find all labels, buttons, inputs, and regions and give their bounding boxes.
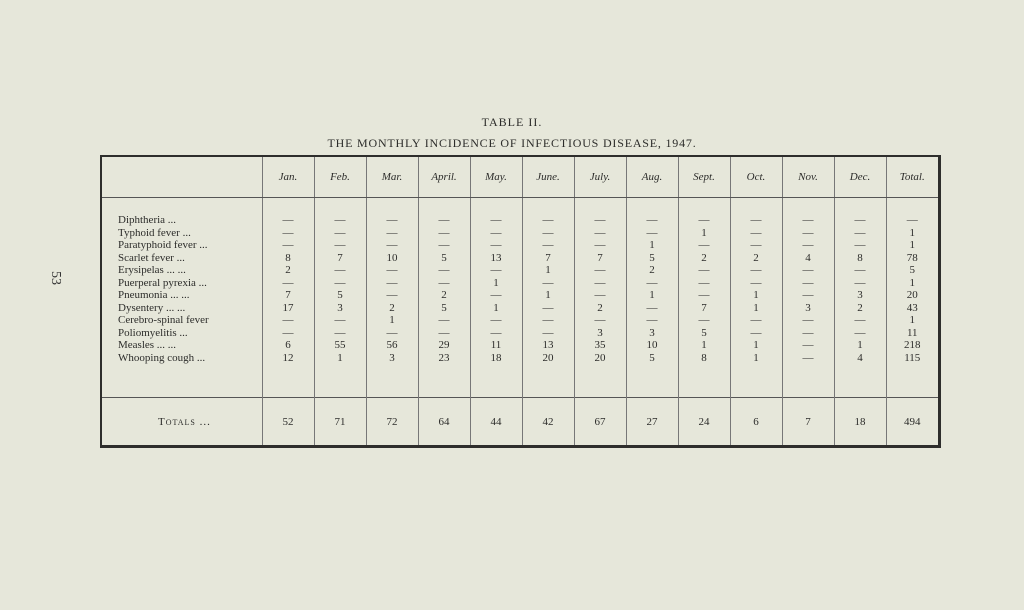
table-cell: — xyxy=(854,214,866,226)
disease-name: Poliomyelitis ... xyxy=(118,326,188,339)
table-cell: — xyxy=(802,276,814,289)
column-header: April. xyxy=(418,157,470,198)
table-cell: 2 xyxy=(649,264,655,276)
total-cell: 24 xyxy=(678,398,730,446)
table-cell: 2 xyxy=(701,251,707,264)
total-cell: 7 xyxy=(782,398,834,446)
table-cell: — xyxy=(594,226,606,239)
table-cell: 2 xyxy=(597,301,603,314)
table-cell: — xyxy=(438,214,450,226)
disease-name: Diphtheria ... xyxy=(118,214,177,226)
table-cell: — xyxy=(490,289,502,301)
table-cell: 4 xyxy=(805,251,811,264)
total-cell: 72 xyxy=(366,398,418,446)
table-cell: 13 xyxy=(490,251,502,264)
table-cell: — xyxy=(438,314,450,326)
table-cell: — xyxy=(282,214,294,226)
table-cell: 1 xyxy=(389,314,395,326)
table-cell: — xyxy=(802,314,814,326)
table-cell: 78 xyxy=(906,251,918,264)
table-cell: — xyxy=(282,276,294,289)
column-header: Dec. xyxy=(834,157,886,198)
table-cell: — xyxy=(854,239,866,251)
table-cell: — xyxy=(542,239,554,251)
table-cell: 1 xyxy=(753,351,759,364)
table-cell: 1 xyxy=(493,276,499,289)
table-cell: 11 xyxy=(490,339,502,351)
column-header: Oct. xyxy=(730,157,782,198)
table-cell: 20 xyxy=(542,351,554,364)
table-cell: — xyxy=(490,264,502,276)
disease-name: Pneumonia ... ... xyxy=(118,289,190,301)
incidence-table xyxy=(102,157,938,445)
incidence-table-frame xyxy=(100,155,941,448)
table-cell: — xyxy=(750,314,762,326)
column-header: May. xyxy=(470,157,522,198)
table-cell: — xyxy=(802,264,814,276)
table-cell: — xyxy=(854,314,866,326)
table-cell: — xyxy=(334,314,346,326)
table-cell: — xyxy=(698,239,710,251)
totals-row xyxy=(102,398,938,446)
table-cell: — xyxy=(334,326,346,339)
table-cell: — xyxy=(386,289,398,301)
table-cell: 8 xyxy=(285,251,291,264)
table-cell: 13 xyxy=(542,339,554,351)
table-cell: — xyxy=(438,239,450,251)
table-cell: — xyxy=(906,214,918,226)
month-column-values xyxy=(366,198,418,398)
table-cell: — xyxy=(854,226,866,239)
total-cell: 42 xyxy=(522,398,574,446)
month-column-values xyxy=(782,198,834,398)
table-cell: 5 xyxy=(701,326,707,339)
table-cell: — xyxy=(802,339,814,351)
table-cell: — xyxy=(750,276,762,289)
table-cell: — xyxy=(750,226,762,239)
table-cell: — xyxy=(698,214,710,226)
table-cell: 2 xyxy=(389,301,395,314)
table-cell: 7 xyxy=(285,289,291,301)
table-cell: 1 xyxy=(909,239,915,251)
month-column-values xyxy=(262,198,314,398)
table-cell: 23 xyxy=(438,351,450,364)
table-cell: — xyxy=(542,301,554,314)
table-cell: — xyxy=(802,289,814,301)
month-column-values xyxy=(470,198,522,398)
table-cell: 1 xyxy=(857,339,863,351)
page-number: 53 xyxy=(48,271,63,285)
table-cell: 1 xyxy=(545,264,551,276)
table-cell: — xyxy=(282,239,294,251)
totals-label: Totals ... xyxy=(102,398,262,446)
table-cell: 5 xyxy=(909,264,915,276)
table-cell: 4 xyxy=(857,351,863,364)
table-cell: 8 xyxy=(857,251,863,264)
table-cell: — xyxy=(386,239,398,251)
table-cell: 12 xyxy=(282,351,294,364)
table-cell: — xyxy=(542,214,554,226)
total-cell: 494 xyxy=(886,398,938,446)
table-cell: — xyxy=(698,314,710,326)
table-cell: 1 xyxy=(701,339,707,351)
table-cell: — xyxy=(854,326,866,339)
table-cell: — xyxy=(698,264,710,276)
disease-name: Measles ... ... xyxy=(118,339,177,351)
table-cell: 7 xyxy=(545,251,551,264)
table-cell: 1 xyxy=(753,339,759,351)
table-cell: 11 xyxy=(906,326,918,339)
total-cell: 71 xyxy=(314,398,366,446)
header-row xyxy=(102,157,938,198)
table-cell: — xyxy=(646,301,658,314)
table-cell: 2 xyxy=(441,289,447,301)
table-cell: — xyxy=(594,214,606,226)
table-cell: — xyxy=(542,326,554,339)
total-cell: 27 xyxy=(626,398,678,446)
table-cell: 3 xyxy=(805,301,811,314)
table-cell: 1 xyxy=(909,314,915,326)
table-cell: 2 xyxy=(753,251,759,264)
disease-name: Cerebro-spinal fever xyxy=(118,314,209,326)
table-cell: — xyxy=(490,326,502,339)
table-cell: 6 xyxy=(285,339,291,351)
month-column-values xyxy=(678,198,730,398)
header-corner xyxy=(102,157,262,198)
column-header: June. xyxy=(522,157,574,198)
table-cell: 5 xyxy=(441,301,447,314)
table-cell: — xyxy=(386,214,398,226)
table-cell: — xyxy=(438,276,450,289)
table-cell: — xyxy=(334,239,346,251)
table-cell: 1 xyxy=(493,301,499,314)
table-cell: 18 xyxy=(490,351,502,364)
table-cell: — xyxy=(386,264,398,276)
table-cell: 5 xyxy=(441,251,447,264)
table-cell: — xyxy=(386,276,398,289)
table-cell: — xyxy=(542,226,554,239)
table-cell: — xyxy=(594,264,606,276)
table-cell: — xyxy=(386,226,398,239)
table-cell: — xyxy=(282,226,294,239)
table-cell: 35 xyxy=(594,339,606,351)
table-cell: — xyxy=(490,314,502,326)
total-cell: 6 xyxy=(730,398,782,446)
table-cell: — xyxy=(802,351,814,364)
table-cell: — xyxy=(438,264,450,276)
total-cell: 44 xyxy=(470,398,522,446)
disease-names xyxy=(102,198,262,398)
table-cell: — xyxy=(438,326,450,339)
total-cell: 67 xyxy=(574,398,626,446)
table-cell: — xyxy=(542,314,554,326)
table-cell: — xyxy=(750,214,762,226)
table-cell: 7 xyxy=(337,251,343,264)
disease-name: Whooping cough ... xyxy=(118,351,206,364)
table-cell: 1 xyxy=(753,289,759,301)
table-cell: — xyxy=(594,239,606,251)
table-cell: 7 xyxy=(701,301,707,314)
table-cell: — xyxy=(802,239,814,251)
disease-name: Paratyphoid fever ... xyxy=(118,239,208,251)
column-header: Aug. xyxy=(626,157,678,198)
column-header: Mar. xyxy=(366,157,418,198)
month-column-values xyxy=(418,198,470,398)
table-cell: 56 xyxy=(386,339,398,351)
table-cell: 1 xyxy=(909,226,915,239)
table-cell: — xyxy=(698,276,710,289)
table-cell: — xyxy=(646,214,658,226)
column-header: Feb. xyxy=(314,157,366,198)
table-cell: 1 xyxy=(753,301,759,314)
month-column-values xyxy=(574,198,626,398)
body-row xyxy=(102,198,938,398)
total-cell: 64 xyxy=(418,398,470,446)
table-cell: 3 xyxy=(649,326,655,339)
table-cell: — xyxy=(282,314,294,326)
table-cell: — xyxy=(334,276,346,289)
table-cell: 3 xyxy=(389,351,395,364)
table-cell: 5 xyxy=(649,351,655,364)
table-cell: — xyxy=(750,326,762,339)
table-cell: — xyxy=(334,226,346,239)
table-cell: — xyxy=(854,264,866,276)
table-cell: 3 xyxy=(857,289,863,301)
disease-name: Typhoid fever ... xyxy=(118,226,191,239)
table-cell: — xyxy=(802,326,814,339)
table-cell: 20 xyxy=(906,289,918,301)
table-cell: 218 xyxy=(904,339,921,351)
table-cell: 8 xyxy=(701,351,707,364)
month-column-values xyxy=(730,198,782,398)
table-cell: — xyxy=(802,226,814,239)
table-cell: 10 xyxy=(386,251,398,264)
table-cell: — xyxy=(854,276,866,289)
table-cell: — xyxy=(490,239,502,251)
table-cell: 5 xyxy=(649,251,655,264)
table-cell: — xyxy=(802,214,814,226)
table-cell: — xyxy=(490,226,502,239)
total-cell: 52 xyxy=(262,398,314,446)
table-cell: — xyxy=(750,264,762,276)
table-cell: 55 xyxy=(334,339,346,351)
table-cell: — xyxy=(698,289,710,301)
month-column-values xyxy=(314,198,366,398)
column-header: Jan. xyxy=(262,157,314,198)
table-cell: 17 xyxy=(282,301,294,314)
month-column-values xyxy=(834,198,886,398)
table-cell: — xyxy=(490,214,502,226)
table-cell: 10 xyxy=(646,339,658,351)
table-cell: — xyxy=(646,314,658,326)
table-cell: 3 xyxy=(337,301,343,314)
table-cell: — xyxy=(646,276,658,289)
table-cell: — xyxy=(594,314,606,326)
table-cell: 1 xyxy=(337,351,343,364)
table-cell: 3 xyxy=(597,326,603,339)
table-cell: — xyxy=(386,326,398,339)
table-cell: — xyxy=(438,226,450,239)
table-cell: 7 xyxy=(597,251,603,264)
table-cell: 1 xyxy=(649,289,655,301)
table-cell: — xyxy=(282,326,294,339)
table-cell: — xyxy=(542,276,554,289)
table-cell: — xyxy=(334,264,346,276)
table-title: TABLE II. xyxy=(481,115,543,129)
table-cell: — xyxy=(594,289,606,301)
table-cell: — xyxy=(334,214,346,226)
table-cell: — xyxy=(750,239,762,251)
disease-name: Erysipelas ... ... xyxy=(118,264,186,276)
disease-name: Dysentery ... ... xyxy=(118,301,186,314)
table-cell: 43 xyxy=(906,301,918,314)
table-cell: 1 xyxy=(909,276,915,289)
table-cell: 2 xyxy=(857,301,863,314)
table-cell: — xyxy=(646,226,658,239)
table-cell: 29 xyxy=(438,339,450,351)
total-cell: 18 xyxy=(834,398,886,446)
table-cell: — xyxy=(594,276,606,289)
disease-name: Puerperal pyrexia ... xyxy=(118,276,207,289)
month-column-values xyxy=(626,198,678,398)
table-cell: 1 xyxy=(649,239,655,251)
table-cell: 1 xyxy=(545,289,551,301)
table-cell: 1 xyxy=(701,226,707,239)
table-cell: 2 xyxy=(285,264,291,276)
disease-name: Scarlet fever ... xyxy=(118,251,185,264)
table-cell: 115 xyxy=(904,351,921,364)
month-column-values xyxy=(886,198,938,398)
column-header: Sept. xyxy=(678,157,730,198)
month-column-values xyxy=(522,198,574,398)
table-cell: 5 xyxy=(337,289,343,301)
column-header: Total. xyxy=(886,157,938,198)
column-header: Nov. xyxy=(782,157,834,198)
table-subtitle: THE MONTHLY INCIDENCE OF INFECTIOUS DISEASE, 1947. xyxy=(327,136,697,150)
table-cell: 20 xyxy=(594,351,606,364)
column-header: July. xyxy=(574,157,626,198)
